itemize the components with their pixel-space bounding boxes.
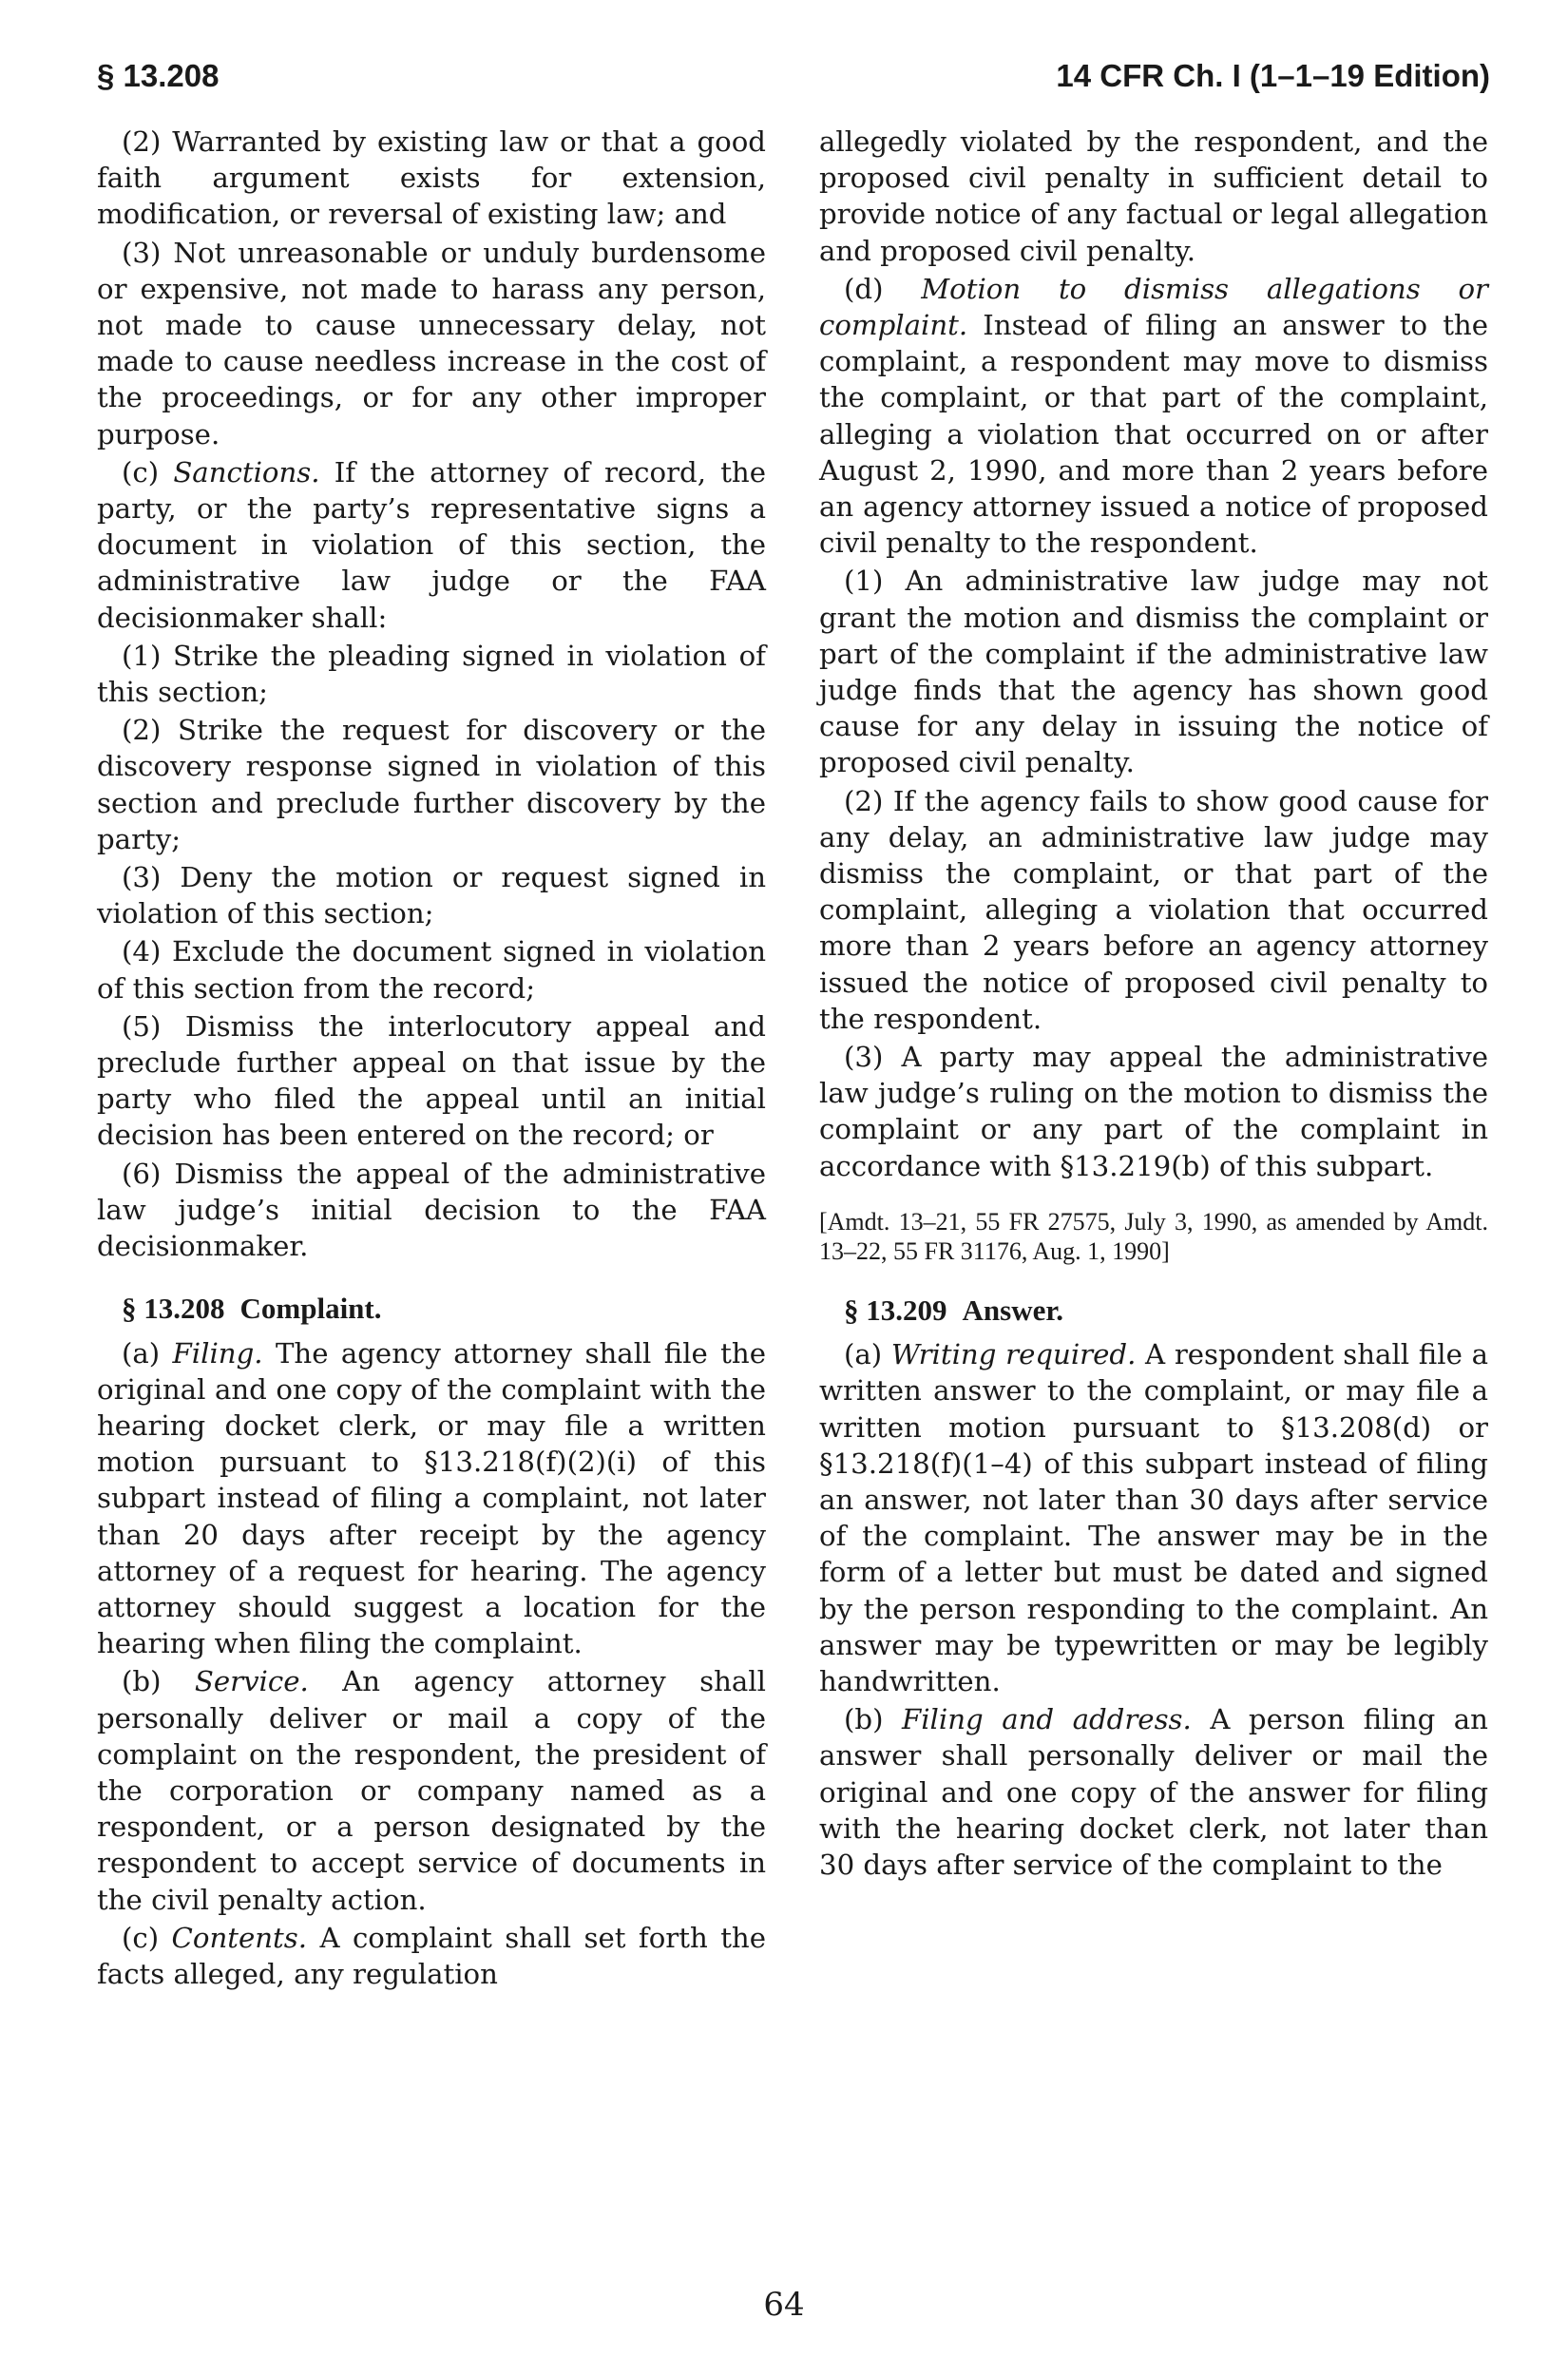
- section-title: Complaint.: [239, 1292, 382, 1326]
- section-number: § 13.208: [122, 1292, 225, 1326]
- paragraph: [97, 454, 766, 636]
- paragraph-label: (d): [844, 272, 922, 305]
- paragraph-text: Instead of filing an answer to the complaint, a respondent may move to dismiss the complaint, or that part of the complaint, alleging a violation that occurred on or after August 2, 1990, and more than 2 years before an agency attorney issued a notice of proposed civil penalty to the respondent.: [819, 309, 1488, 560]
- section-heading: [97, 1291, 766, 1327]
- paragraph-heading: Motion to dismiss allegations or complaint.: [819, 272, 1488, 342]
- paragraph-label: (c): [122, 1921, 172, 1954]
- paragraph-text: A respondent shall file a written answer to the complaint, or may file a written motion pursuant to §13.208(d) or §13.218(f)(1–4) of this subpart instead of filing an answer, not later than 30 days after service of the complaint. The answer may be in the form of a letter but must be dated and signed by the person responding to the complaint. An answer may be typewritten or may be legibly handwritten.: [819, 1338, 1488, 1697]
- paragraph-heading: Service.: [194, 1665, 309, 1698]
- paragraph-heading: Filing.: [172, 1336, 263, 1370]
- paragraph-label: (a): [844, 1338, 891, 1371]
- paragraph-text: A person filing an answer shall personally deliver or mail the original and one copy of the answer for filing with the hearing docket clerk, not later than 30 days after service of the complaint to the: [819, 1703, 1488, 1881]
- paragraph-heading: Contents.: [171, 1921, 308, 1954]
- paragraph: (3) A party may appeal the administrative law judge’s ruling on the motion to dismiss the complaint or any part of the complaint in accordance with §13.219(b) of this subpart.: [819, 1041, 1488, 1182]
- paragraph: [819, 271, 1488, 562]
- section-title: Answer.: [962, 1293, 1064, 1327]
- paragraph: (5) Dismiss the interlocutory appeal and preclude further appeal on that issue by the party who filed the appeal until an initial decision has been entered on the record; or: [97, 1009, 766, 1152]
- paragraph-heading: Filing and address.: [901, 1703, 1192, 1736]
- header-title: 14 CFR Ch. I (1–1–19 Edition): [1056, 58, 1490, 93]
- paragraph: (3) Deny the motion or request signed in violation of this section;: [97, 861, 766, 930]
- paragraph: (1) An administrative law judge may not grant the motion and dismiss the complaint or part of the complaint if the administrative law judge finds that the agency has shown good cause for any delay in issuing the notice of proposed civil penalty.: [819, 565, 1488, 779]
- paragraph: (3) Not unreasonable or unduly burdensome or expensive, not made to harass any person, not made to cause unnecessary delay, not made to cause needless increase in the cost of the proceedings, or for any other improper purpose.: [97, 236, 766, 450]
- paragraph: (2) Strike the request for discovery or the discovery response signed in violation of this section and preclude further discovery by the party;: [97, 714, 766, 855]
- paragraph-text: A complaint shall set forth the facts alleged, any regulation: [97, 1921, 766, 1990]
- header-section-number: § 13.208: [97, 58, 220, 93]
- paragraph-label: (a): [122, 1336, 173, 1370]
- paragraph-label: (c): [122, 455, 174, 489]
- right-column: [819, 124, 1488, 1885]
- paragraph: [97, 1663, 766, 1917]
- paragraph: [819, 1701, 1488, 1883]
- paragraph: (2) Warranted by existing law or that a good faith argument exists for extension, modification, or reversal of existing law; and: [97, 125, 766, 231]
- paragraph: [97, 1335, 766, 1662]
- paragraph-text: The agency attorney shall file the original and one copy of the complaint with the hearing docket clerk, or may file a written motion pursuant to §13.218(f)(2)(i) of this subpart instead of filing a complaint, not later than 20 days after receipt by the agency attorney of a request for hearing. The agency attorney should suggest a location for the hearing when filing the complaint.: [97, 1336, 766, 1660]
- left-column: [97, 124, 766, 1994]
- paragraph-label: (b): [844, 1703, 902, 1736]
- paragraph-heading: Sanctions.: [173, 455, 320, 489]
- paragraph-label: (b): [122, 1665, 195, 1698]
- page-number: 64: [763, 2286, 805, 2324]
- paragraph: [819, 1336, 1488, 1699]
- page-header: [97, 55, 1490, 97]
- paragraph: [97, 1920, 766, 1992]
- paragraph: (1) Strike the pleading signed in violation of this section;: [97, 639, 766, 709]
- paragraph: (4) Exclude the document signed in violation of this section from the record;: [97, 935, 766, 1005]
- paragraph: allegedly violated by the respondent, and the proposed civil penalty in sufficient detail to provide notice of any factual or legal allegation and proposed civil penalty.: [819, 125, 1488, 267]
- paragraph-text: An agency attorney shall personally deliver or mail a copy of the complaint on the respondent, the president of the corporation or company named as a respondent, or a person designated by the respondent to accept service of documents in the civil penalty action.: [97, 1665, 766, 1916]
- paragraph: (6) Dismiss the appeal of the administrative law judge’s initial decision to the FAA decisionmaker.: [97, 1157, 766, 1263]
- section-heading: [819, 1293, 1488, 1329]
- paragraph: (2) If the agency fails to show good cause for any delay, an administrative law judge may dismiss the complaint, or that part of the complaint, alleging a violation that occurred more than 2 years before an agency attorney issued the notice of proposed civil penalty to the respondent.: [819, 784, 1488, 1035]
- amendment-note: [Amdt. 13–21, 55 FR 27575, July 3, 1990, as amended by Amdt. 13–22, 55 FR 31176, Aug. 1, 1990]: [819, 1207, 1488, 1265]
- section-number: § 13.209: [844, 1293, 947, 1327]
- paragraph-heading: Writing required.: [890, 1338, 1137, 1371]
- paragraph-text: If the attorney of record, the party, or the party’s representative signs a document in violation of this section, the administrative law judge or the FAA decisionmaker shall:: [97, 455, 766, 634]
